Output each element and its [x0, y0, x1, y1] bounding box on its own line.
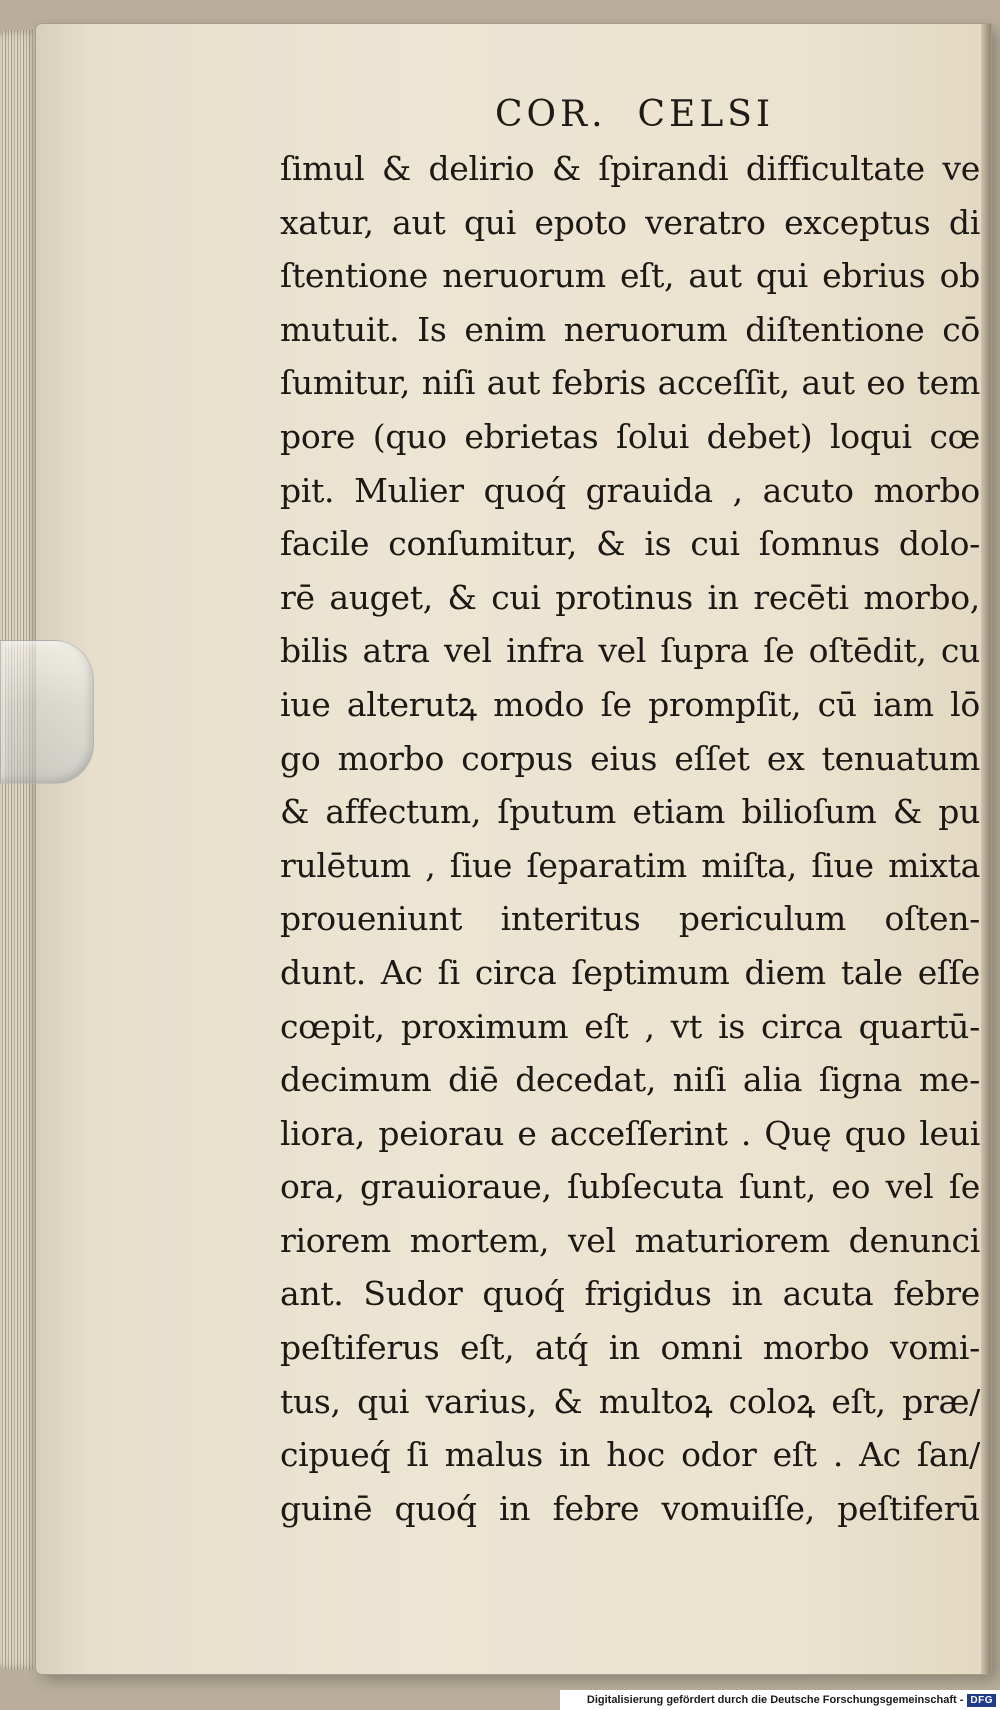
running-head: COR. CELSI	[495, 94, 775, 135]
text-line: liora, peiorau e acceſſerint . Quę quo leui	[280, 1113, 980, 1153]
text-line: facile conſumitur, & is cui ſomnus dolo-	[280, 524, 980, 564]
text-line: riorem mortem, vel maturiorem denunci	[280, 1220, 980, 1260]
page-clip	[0, 640, 94, 784]
text-line: pit. Mulier quoq́ grauida , acuto morbo	[280, 470, 980, 510]
funding-credit: Digitalisierung gefördert durch die Deutsche Forschungsgemeinschaft -	[586, 1694, 964, 1706]
text-line: peſtiferus eſt, atq́ in omni morbo vomi-	[280, 1328, 980, 1368]
fore-edge	[981, 24, 991, 1674]
text-line: cipueq́ ſi malus in hoc odor eſt . Ac ſan/	[280, 1435, 980, 1475]
digitization-footer	[560, 1690, 1000, 1710]
text-line: iue alterutꝝ modo ſe prompſit, cū iam lō	[280, 684, 980, 724]
text-line: proueniunt interitus periculum oſten-	[280, 899, 980, 939]
text-line: mutuit. Is enim neruorum diſtentione cō	[280, 309, 980, 349]
page-edges	[0, 30, 40, 1670]
text-line: ſtentione neruorum eſt, aut qui ebrius ob	[280, 256, 980, 296]
dfg-logo: DFG	[967, 1694, 996, 1707]
text-line: pore (quo ebrietas ſolui debet) loqui cœ	[280, 416, 980, 456]
text-line: bilis atra vel infra vel ſupra ſe oſtēdit, cu	[280, 631, 980, 671]
text-line: ant. Sudor quoq́ frigidus in acuta febre	[280, 1274, 980, 1314]
text-line: guinē quoq́ in febre vomuiſſe, peſtiferū	[280, 1488, 980, 1528]
text-line: ſumitur, niſi aut febris acceſſit, aut eo tem	[280, 363, 980, 403]
text-line: tus, qui varius, & multoꝝ coloꝝ eſt, præ/	[280, 1381, 980, 1421]
text-block	[280, 142, 980, 1535]
text-line: & affectum, ſputum etiam bilioſum & pu	[280, 792, 980, 832]
text-line: ora, grauioraue, ſubſecuta ſunt, eo vel ſe	[280, 1167, 980, 1207]
text-line: cœpit, proximum eſt , vt is circa quartū-	[280, 1006, 980, 1046]
text-line: dunt. Ac ſi circa ſeptimum diem tale eſſe	[280, 952, 980, 992]
text-line: decimum diē decedat, niſi alia ſigna me-	[280, 1060, 980, 1100]
text-line: ſimul & delirio & ſpirandi difficultate ve	[280, 149, 980, 188]
text-line: xatur, aut qui epoto veratro exceptus di	[280, 202, 980, 242]
text-line: go morbo corpus eius eſſet ex tenuatum	[280, 738, 980, 778]
text-line: rē auget, & cui protinus in recēti morbo,	[280, 577, 980, 617]
text-line: rulētum , ſiue ſeparatim miſta, ſiue mixta	[280, 845, 980, 885]
